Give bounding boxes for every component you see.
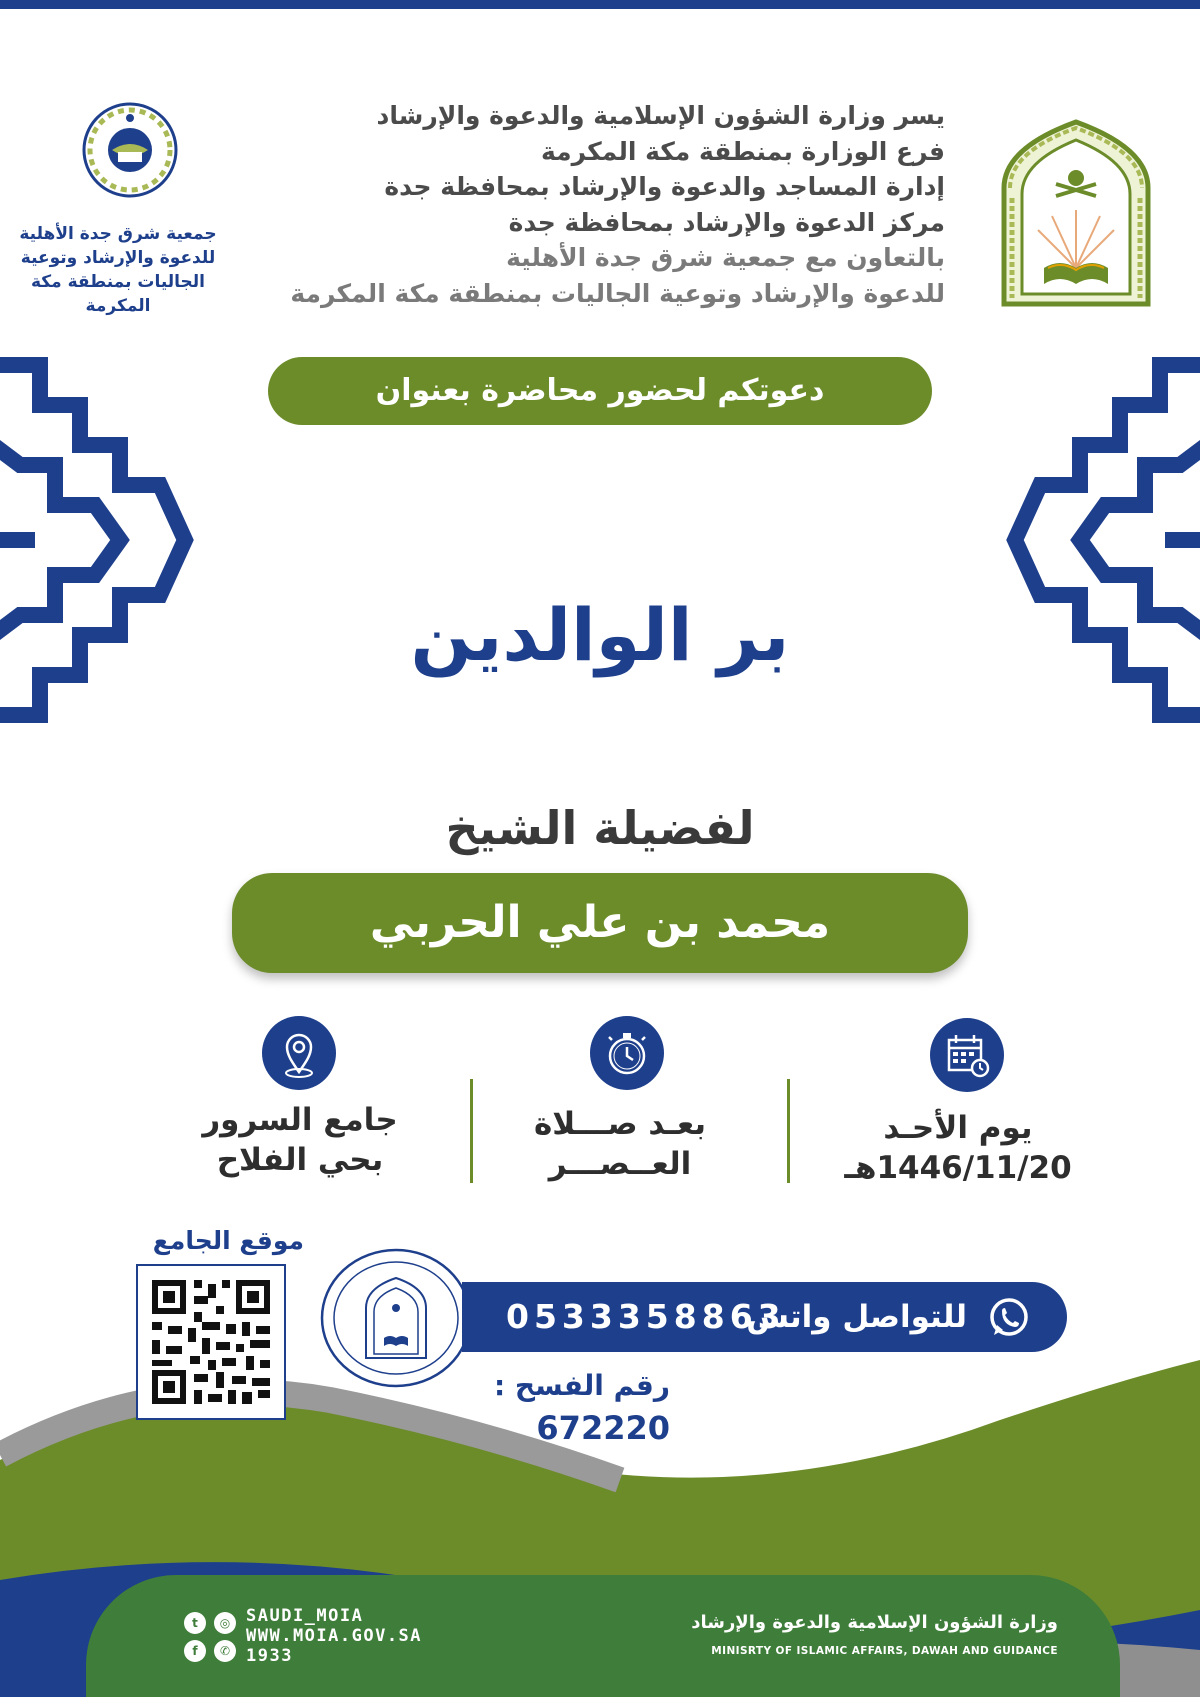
date-text — [838, 1108, 1078, 1188]
day-label: يوم الأحـد — [883, 1110, 1033, 1146]
calendar-icon — [930, 1018, 1004, 1092]
phone-icon[interactable]: ✆ — [214, 1640, 236, 1662]
right-ornament — [1000, 345, 1200, 735]
footer-ministry-arabic: وزارة الشؤون الإسلامية والدعوة والإرشاد — [691, 1612, 1058, 1633]
association-logo-text: جمعية شرق جدة الأهلية للدعوة والإرشاد وتوعية الجاليات بمنطقة مكة المكرمة — [19, 224, 217, 316]
time-line2: العــصـــر — [548, 1146, 692, 1182]
header-text-block — [245, 98, 945, 311]
time-line1: بعـد صـــلاة — [533, 1106, 706, 1142]
whatsapp-number[interactable]: 0533358863 — [506, 1297, 786, 1336]
whatsapp-icon — [987, 1296, 1031, 1340]
qr-label: موقع الجامع — [152, 1226, 304, 1255]
header-line: مركز الدعوة والإرشاد بمحافظة جدة — [508, 207, 945, 237]
stopwatch-icon — [590, 1016, 664, 1090]
footer-contact-block — [246, 1606, 422, 1666]
header-line: يسر وزارة الشؤون الإسلامية والدعوة والإرشاد — [376, 101, 945, 130]
lecture-title: بر الوالدين — [410, 593, 790, 677]
twitter-icon[interactable]: t — [184, 1612, 206, 1634]
location-text — [180, 1100, 420, 1180]
header-line: إدارة المساجد والدعوة والإرشاد بمحافظة جدة — [384, 172, 945, 201]
facebook-icon[interactable]: f — [184, 1640, 206, 1662]
east-jeddah-association-logo — [52, 100, 202, 200]
invitation-pill: دعوتكم لحضور محاضرة بعنوان — [268, 357, 932, 425]
divider — [787, 1079, 790, 1183]
qr-code[interactable] — [136, 1264, 286, 1420]
header-line: بالتعاون مع جمعية شرق جدة الأهلية — [506, 243, 945, 272]
instagram-icon[interactable]: ◎ — [214, 1612, 236, 1634]
header-line: للدعوة والإرشاد وتوعية الجاليات بمنطقة مكة المكرمة — [290, 278, 945, 308]
whatsapp-contact-bar[interactable] — [462, 1282, 1067, 1352]
sheikh-label: لفضيلة الشيخ — [445, 801, 755, 855]
divider — [470, 1079, 473, 1183]
top-accent-bar — [0, 0, 1200, 9]
date-value: 1446/11/20هـ — [844, 1150, 1072, 1186]
ministry-phone[interactable]: 1933 — [246, 1646, 293, 1666]
footer-ministry-english: MINISRTY OF ISLAMIC AFFAIRS, DAWAH AND GUIDANCE — [711, 1645, 1058, 1657]
ministry-emblem-logo — [1000, 118, 1152, 308]
website-link[interactable]: WWW.MOIA.GOV.SA — [246, 1626, 423, 1646]
location-pin-icon — [262, 1016, 336, 1090]
sheikh-name-pill: محمد بن علي الحربي — [232, 873, 968, 973]
header-line: فرع الوزارة بمنطقة مكة المكرمة — [540, 136, 945, 166]
left-ornament — [0, 345, 200, 735]
mosque-name: جامع السرور — [202, 1102, 398, 1138]
time-text — [500, 1104, 740, 1184]
dawah-center-stamp — [318, 1246, 474, 1390]
district-name: بحي الفلاح — [216, 1142, 384, 1178]
whatsapp-label: للتواصل واتس — [746, 1299, 967, 1335]
social-handle[interactable]: SAUDI_MOIA — [246, 1606, 364, 1626]
footer-bar — [86, 1575, 1120, 1697]
permit-label: رقم الفسح : — [493, 1369, 670, 1402]
permit-number: 672220 — [536, 1409, 670, 1447]
